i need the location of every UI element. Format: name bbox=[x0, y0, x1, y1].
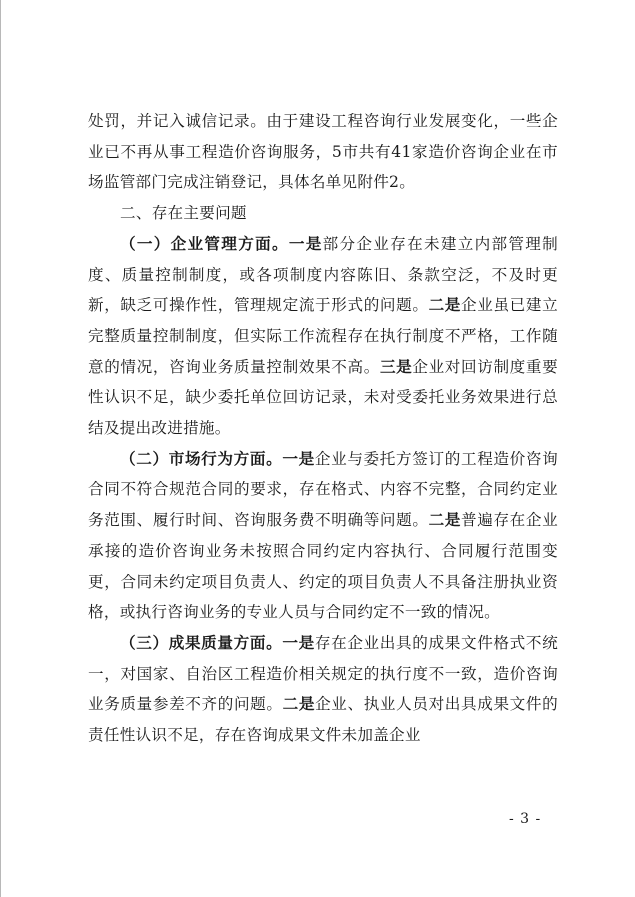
subsection-title: （三）成果质量方面。 bbox=[120, 632, 283, 652]
paragraph-text: 企业对回访制度重要性认识不足，缺少委托单位回访记录，未对受委托业务效果进行总结及提出改进措施。 bbox=[88, 357, 558, 438]
point-marker: 二是 bbox=[428, 510, 462, 530]
page-number: - 3 - bbox=[509, 811, 542, 827]
document-body bbox=[88, 106, 558, 751]
section-heading bbox=[88, 198, 558, 229]
paragraph-text: 存在企业出具的成果文件格式不统一，对国家、自治区工程造价相关规定的执行度不一致，造价咨询业务质量参差不齐的问题。 bbox=[88, 633, 558, 714]
subsection-title: （二）市场行为方面。 bbox=[120, 448, 283, 468]
point-marker: 二是 bbox=[282, 694, 316, 714]
subsection-title: （一）企业管理方面。 bbox=[120, 233, 289, 253]
paragraph-market-behavior bbox=[88, 444, 558, 628]
page-left-edge bbox=[0, 0, 1, 897]
point-marker: 三是 bbox=[379, 356, 413, 376]
paragraph-continuation bbox=[88, 106, 558, 198]
paragraph-text: 处罚，并记入诚信记录。由于建设工程咨询行业发展变化，一些企业已不再从事工程造价咨询服务，5市共有41家造价咨询企业在市场监管部门完成注销登记，具体名单见附件2。 bbox=[88, 112, 558, 192]
point-marker: 一是 bbox=[282, 632, 315, 652]
paragraph-text: 部分企业存在未建立内部管理制度、质量控制制度，或各项制度内容陈旧、条款空泛，不及时更新，缺乏可操作性，管理规定流于形式的问题。 bbox=[88, 234, 558, 315]
paragraph-result-quality bbox=[88, 628, 558, 751]
paragraph-enterprise-management bbox=[88, 229, 558, 444]
point-marker: 一是 bbox=[282, 448, 315, 468]
paragraph-text: 企业虽已建立完整质量控制制度，但实际工作流程存在执行制度不严格，工作随意的情况，咨询业务质量控制效果不高。 bbox=[88, 296, 558, 376]
section-heading-text: 二、存在主要问题 bbox=[120, 204, 247, 223]
paragraph-text: 企业、执业人员对出具成果文件的责任性认识不足，存在咨询成果文件未加盖企业 bbox=[88, 695, 558, 745]
paragraph-text: 普遍存在企业承接的造价咨询业务未按照合同约定内容执行、合同履行范围变更，合同未约定项目负责人、约定的项目负责人不具备注册执业资格，或执行咨询业务的专业人员与合同约定不一致的情况。 bbox=[88, 511, 558, 622]
point-marker: 一是 bbox=[288, 233, 323, 253]
paragraph-text: 企业与委托方签订的工程造价咨询合同不符合规范合同的要求，存在格式、内容不完整，合同约定业务范围、履行时间、咨询服务费不明确等问题。 bbox=[88, 449, 558, 530]
point-marker: 二是 bbox=[428, 295, 462, 315]
